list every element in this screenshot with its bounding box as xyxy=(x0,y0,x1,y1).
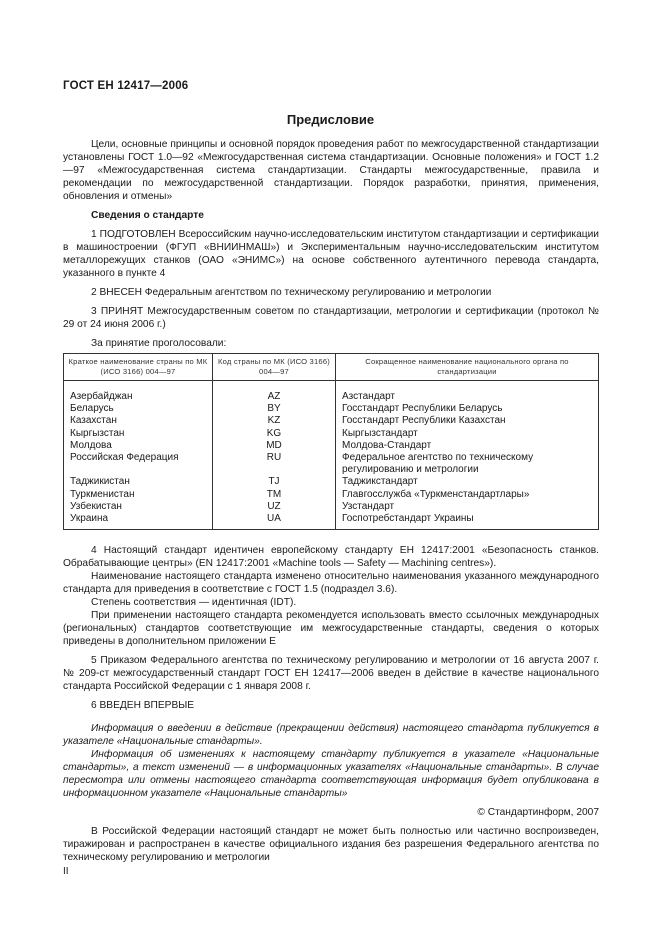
paragraph-info-changes: Информация об изменениях к настоящему стандарту публикуется в указателе «Национальные стандарты», а текст изменений — в информационных указателях «Национальные стандарты». В случае пересмотра или отмены настоящего стандарта соответствующая информация будет опубликована в информационном указателе «Национальные стандарты» xyxy=(63,749,599,800)
code-cell: RU xyxy=(213,452,336,476)
body-cell: Молдова-Стандарт xyxy=(336,440,599,452)
page-title: Предисловие xyxy=(286,112,375,127)
body-cell: Кыргызстандарт xyxy=(336,428,599,440)
paragraph-degree: Степень соответствия — идентичная (IDT). xyxy=(91,597,297,609)
table-row xyxy=(64,489,599,501)
body-cell: Таджикстандарт xyxy=(336,476,599,488)
code-cell: KZ xyxy=(213,415,336,427)
preface-content xyxy=(63,138,599,870)
paragraph-adopted: 3 ПРИНЯТ Межгосударственным советом по стандартизации, метрологии и сертификации (протокол № 29 от 24 июня 2006 г.) xyxy=(63,306,599,330)
country-cell: Туркменистан xyxy=(64,489,213,501)
code-cell: UZ xyxy=(213,501,336,513)
page-number: II xyxy=(63,866,69,877)
table-row xyxy=(64,452,599,476)
body-cell: Узстандарт xyxy=(336,501,599,513)
country-cell: Молдова xyxy=(64,440,213,452)
table-row xyxy=(64,440,599,452)
table-row xyxy=(64,415,599,427)
paragraph-name-changed: Наименование настоящего стандарта изменено относительно наименования указанного международного стандарта для приведения в соответствие с ГОСТ 1.5 (подраздел 3.6). xyxy=(63,571,599,596)
table-row xyxy=(64,513,599,530)
table-row xyxy=(64,381,599,404)
code-cell: TJ xyxy=(213,476,336,488)
code-cell: MD xyxy=(213,440,336,452)
table-row xyxy=(64,476,599,488)
section-heading-standard-info: Сведения о стандарте xyxy=(91,210,204,221)
column-header-country: Краткое наименование страны по МК (ИСО 3166) 004—97 xyxy=(64,354,213,381)
paragraph-references: При применении настоящего стандарта рекомендуется использовать вместо ссылочных международных (региональных) стандартов соответствующие им межгосударственные стандарты, сведения о которых приведены в дополнительном приложении Е xyxy=(63,610,599,648)
paragraph-reproduction: В Российской Федерации настоящий стандарт не может быть полностью или частично воспроизведен, тиражирован и распространен в качестве официального издания без разрешения Федерального агентства по техническому регулированию и метрологии xyxy=(63,826,599,864)
paragraph-voted: За принятие проголосовали: xyxy=(91,338,227,349)
paragraph-first-introduced: 6 ВВЕДЕН ВПЕРВЫЕ xyxy=(91,700,195,712)
code-cell: TM xyxy=(213,489,336,501)
body-cell: Федеральное агентство по техническому регулированию и метрологии xyxy=(336,452,599,476)
column-header-code: Код страны по МК (ИСО 3166) 004—97 xyxy=(213,354,336,381)
paragraph-goals: Цели, основные принципы и основной порядок проведения работ по межгосударственной стандартизации установлены ГОСТ 1.0—92 «Межгосударственная система стандартизации. Основные положения» и ГОСТ 1.2—97 «Межгосударственная система стандартизации. Стандарты межгосударственные, правила и рекомендации по межгосударственной стандартизации. Порядок разработки, принятия, применения, обновления и отмены» xyxy=(63,139,599,202)
country-cell: Азербайджан xyxy=(64,381,213,404)
table-row xyxy=(64,428,599,440)
code-cell: BY xyxy=(213,403,336,415)
code-cell: AZ xyxy=(213,381,336,404)
table-row xyxy=(64,501,599,513)
voting-countries-table xyxy=(63,353,599,530)
body-cell: Госстандарт Республики Беларусь xyxy=(336,403,599,415)
country-cell: Украина xyxy=(64,513,213,530)
country-cell: Казахстан xyxy=(64,415,213,427)
paragraph-identical: 4 Настоящий стандарт идентичен европейскому стандарту ЕН 12417:2001 «Безопасность станков. Обрабатывающие центры» (EN 12417:2001 «Machine tools — Safety — Machining centres»). xyxy=(63,545,599,570)
paragraph-info-publication: Информация о введении в действие (прекращении действия) настоящего стандарта публикуется в указателе «Национальные стандарты». xyxy=(63,723,599,748)
body-cell: Госпотребстандарт Украины xyxy=(336,513,599,530)
code-cell: UA xyxy=(213,513,336,530)
table-row xyxy=(64,403,599,415)
code-cell: KG xyxy=(213,428,336,440)
country-cell: Беларусь xyxy=(64,403,213,415)
body-cell: Главгосслужба «Туркменстандартлары» xyxy=(336,489,599,501)
paragraph-order: 5 Приказом Федерального агентства по техническому регулированию и метрологии от 16 августа 2007 г. № 209-ст межгосударственный стандарт ГОСТ ЕН 12417—2006 введен в действие в качестве национального стандарта Российской Федерации с 1 января 2008 г. xyxy=(63,655,599,693)
paragraph-prepared: 1 ПОДГОТОВЛЕН Всероссийским научно-исследовательским институтом стандартизации и сертификации в машиностроении (ФГУП «ВНИИНМАШ») и Экспериментальным научно-исследовательским институтом металлорежущих станков (ОАО «ЭНИМС») на основе собственного аутентичного перевода стандарта, указанного в пункте 4 xyxy=(63,229,599,279)
copyright-line: © Стандартинформ, 2007 xyxy=(477,807,599,819)
country-cell: Российская Федерация xyxy=(64,452,213,476)
document-header: ГОСТ ЕН 12417—2006 xyxy=(63,80,189,92)
body-cell: Азстандарт xyxy=(336,381,599,404)
country-cell: Таджикистан xyxy=(64,476,213,488)
country-cell: Узбекистан xyxy=(64,501,213,513)
body-cell: Госстандарт Республики Казахстан xyxy=(336,415,599,427)
column-header-body: Сокращенное наименование национального органа по стандартизации xyxy=(336,354,599,381)
paragraph-submitted: 2 ВНЕСЕН Федеральным агентством по техническому регулированию и метрологии xyxy=(91,287,492,298)
table-header-row xyxy=(64,354,599,381)
country-cell: Кыргызстан xyxy=(64,428,213,440)
